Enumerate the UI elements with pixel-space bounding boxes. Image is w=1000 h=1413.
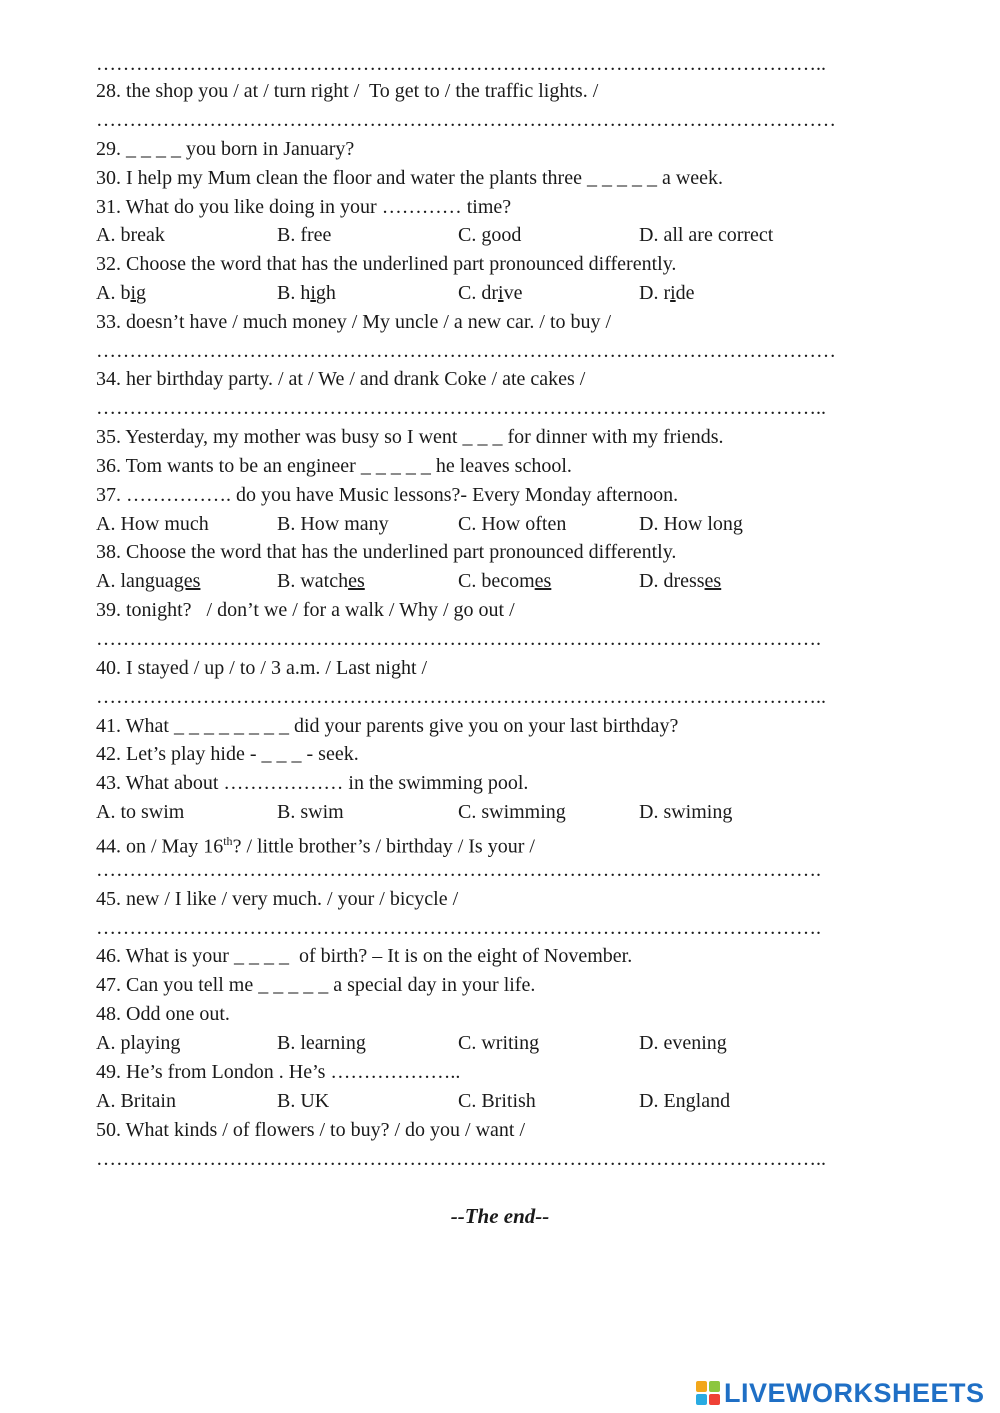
- option-c: C. swimming: [458, 801, 566, 823]
- question-35: 35. Yesterday, my mother was busy so I went _ _ _ for dinner with my friends.: [96, 426, 724, 448]
- answer-line: ………………………………………………………………………………………………..: [96, 1148, 826, 1170]
- question-39: 39. tonight? / don’t we / for a walk / Why / go out /: [96, 599, 515, 621]
- option-a: A. to swim: [96, 801, 185, 823]
- underlined-part: es: [704, 570, 722, 592]
- option-text: B. watch: [277, 570, 349, 592]
- option-text: D. dress: [639, 570, 705, 592]
- option-b: B. learning: [277, 1032, 366, 1054]
- option-text: g: [136, 282, 147, 304]
- question-28: 28. the shop you / at / turn right / To get to / the traffic lights. /: [96, 80, 599, 102]
- option-text: A. b: [96, 282, 131, 304]
- option-a: A. break: [96, 224, 165, 246]
- question-37: 37. ……………. do you have Music lessons?- Every Monday afternoon.: [96, 484, 679, 506]
- option-d: D. evening: [639, 1032, 727, 1054]
- answer-line: ………………………………………………………………………………………………..: [96, 53, 826, 75]
- question-29: 29. _ _ _ _ you born in January?: [96, 138, 355, 160]
- option-text: C. becom: [458, 570, 535, 592]
- underlined-part: i: [310, 282, 316, 304]
- question-41: 41. What _ _ _ _ _ _ _ _ did your parents give you on your last birthday?: [96, 715, 679, 737]
- underlined-part: es: [534, 570, 552, 592]
- question-text: 44. on / May 16: [96, 835, 224, 858]
- option-d: D. England: [639, 1090, 731, 1112]
- answer-line: ……………………………………………………………………………………………….: [96, 859, 821, 881]
- logo-square: [709, 1394, 720, 1405]
- question-32: 32. Choose the word that has the underlined part pronounced differently.: [96, 253, 677, 275]
- question-34: 34. her birthday party. / at / We / and drank Coke / ate cakes /: [96, 368, 586, 390]
- option-b: B. swim: [277, 801, 344, 823]
- option-d: D. all are correct: [639, 224, 774, 246]
- option-text: C. dr: [458, 282, 498, 304]
- option-c: C. British: [458, 1090, 536, 1112]
- option-d: [639, 568, 721, 594]
- question-text: ? / little brother’s / birthday / Is your /: [232, 835, 535, 858]
- underlined-part: ges: [173, 570, 201, 592]
- underlined-part: i: [498, 282, 504, 304]
- option-text: B. h: [277, 282, 311, 304]
- logo-icon: [696, 1381, 720, 1405]
- option-d: D. How long: [639, 513, 743, 535]
- option-a: A. playing: [96, 1032, 181, 1054]
- option-text: A. langua: [96, 570, 174, 592]
- option-a: A. How much: [96, 513, 209, 535]
- option-a: [96, 568, 200, 594]
- option-b: B. UK: [277, 1090, 330, 1112]
- liveworksheets-logo: [696, 1377, 985, 1409]
- option-text: D. r: [639, 282, 671, 304]
- option-text: gh: [315, 282, 336, 304]
- the-end-label: --The end--: [450, 1204, 550, 1228]
- question-47: 47. Can you tell me _ _ _ _ _ a special day in your life.: [96, 974, 536, 996]
- question-38: 38. Choose the word that has the underlined part pronounced differently.: [96, 541, 677, 563]
- answer-line: …………………………………………………………………………………………………: [96, 340, 836, 362]
- option-a: A. Britain: [96, 1090, 176, 1112]
- option-a: [96, 280, 146, 306]
- question-48: 48. Odd one out.: [96, 1003, 230, 1025]
- question-40: 40. I stayed / up / to / 3 a.m. / Last night /: [96, 657, 428, 679]
- underlined-part: i: [130, 282, 137, 304]
- option-c: [458, 280, 522, 306]
- superscript: th: [223, 834, 233, 848]
- option-c: C. good: [458, 224, 522, 246]
- logo-square: [709, 1381, 720, 1392]
- logo-square: [696, 1381, 707, 1392]
- question-30: 30. I help my Mum clean the floor and water the plants three _ _ _ _ _ a week.: [96, 167, 724, 189]
- question-43: 43. What about ……………… in the swimming pool.: [96, 772, 529, 794]
- answer-line: ………………………………………………………………………………………………..: [96, 397, 826, 419]
- answer-line: ………………………………………………………………………………………………..: [96, 686, 826, 708]
- logo-text: LIVEWORKSHEETS: [724, 1377, 985, 1408]
- question-46: 46. What is your _ _ _ _ of birth? – It is on the eight of November.: [96, 945, 633, 967]
- logo-square: [696, 1394, 707, 1405]
- question-49: 49. He’s from London . He’s ………………..: [96, 1061, 461, 1083]
- answer-line: …………………………………………………………………………………………………: [96, 109, 836, 131]
- question-50: 50. What kinds / of flowers / to buy? / do you / want /: [96, 1119, 526, 1141]
- option-text: de: [675, 282, 695, 304]
- underlined-part: es: [348, 570, 365, 592]
- question-31: 31. What do you like doing in your ………… time?: [96, 196, 512, 218]
- option-c: [458, 568, 551, 594]
- question-45: 45. new / I like / very much. / your / bicycle /: [96, 888, 459, 910]
- option-b: [277, 568, 365, 594]
- option-c: C. How often: [458, 513, 567, 535]
- question-36: 36. Tom wants to be an engineer _ _ _ _ _ he leaves school.: [96, 455, 572, 477]
- question-33: 33. doesn’t have / much money / My uncle / a new car. / to buy /: [96, 311, 612, 333]
- option-b: [277, 280, 336, 306]
- option-d: D. swiming: [639, 801, 733, 823]
- option-b: B. free: [277, 224, 332, 246]
- question-44: [96, 828, 535, 860]
- underlined-part: i: [670, 282, 676, 304]
- question-42: 42. Let’s play hide - _ _ _ - seek.: [96, 743, 359, 765]
- option-text: ve: [503, 282, 523, 304]
- option-b: B. How many: [277, 513, 389, 535]
- option-c: C. writing: [458, 1032, 540, 1054]
- answer-line: ……………………………………………………………………………………………….: [96, 628, 821, 650]
- option-d: [639, 280, 695, 306]
- answer-line: ……………………………………………………………………………………………….: [96, 917, 821, 939]
